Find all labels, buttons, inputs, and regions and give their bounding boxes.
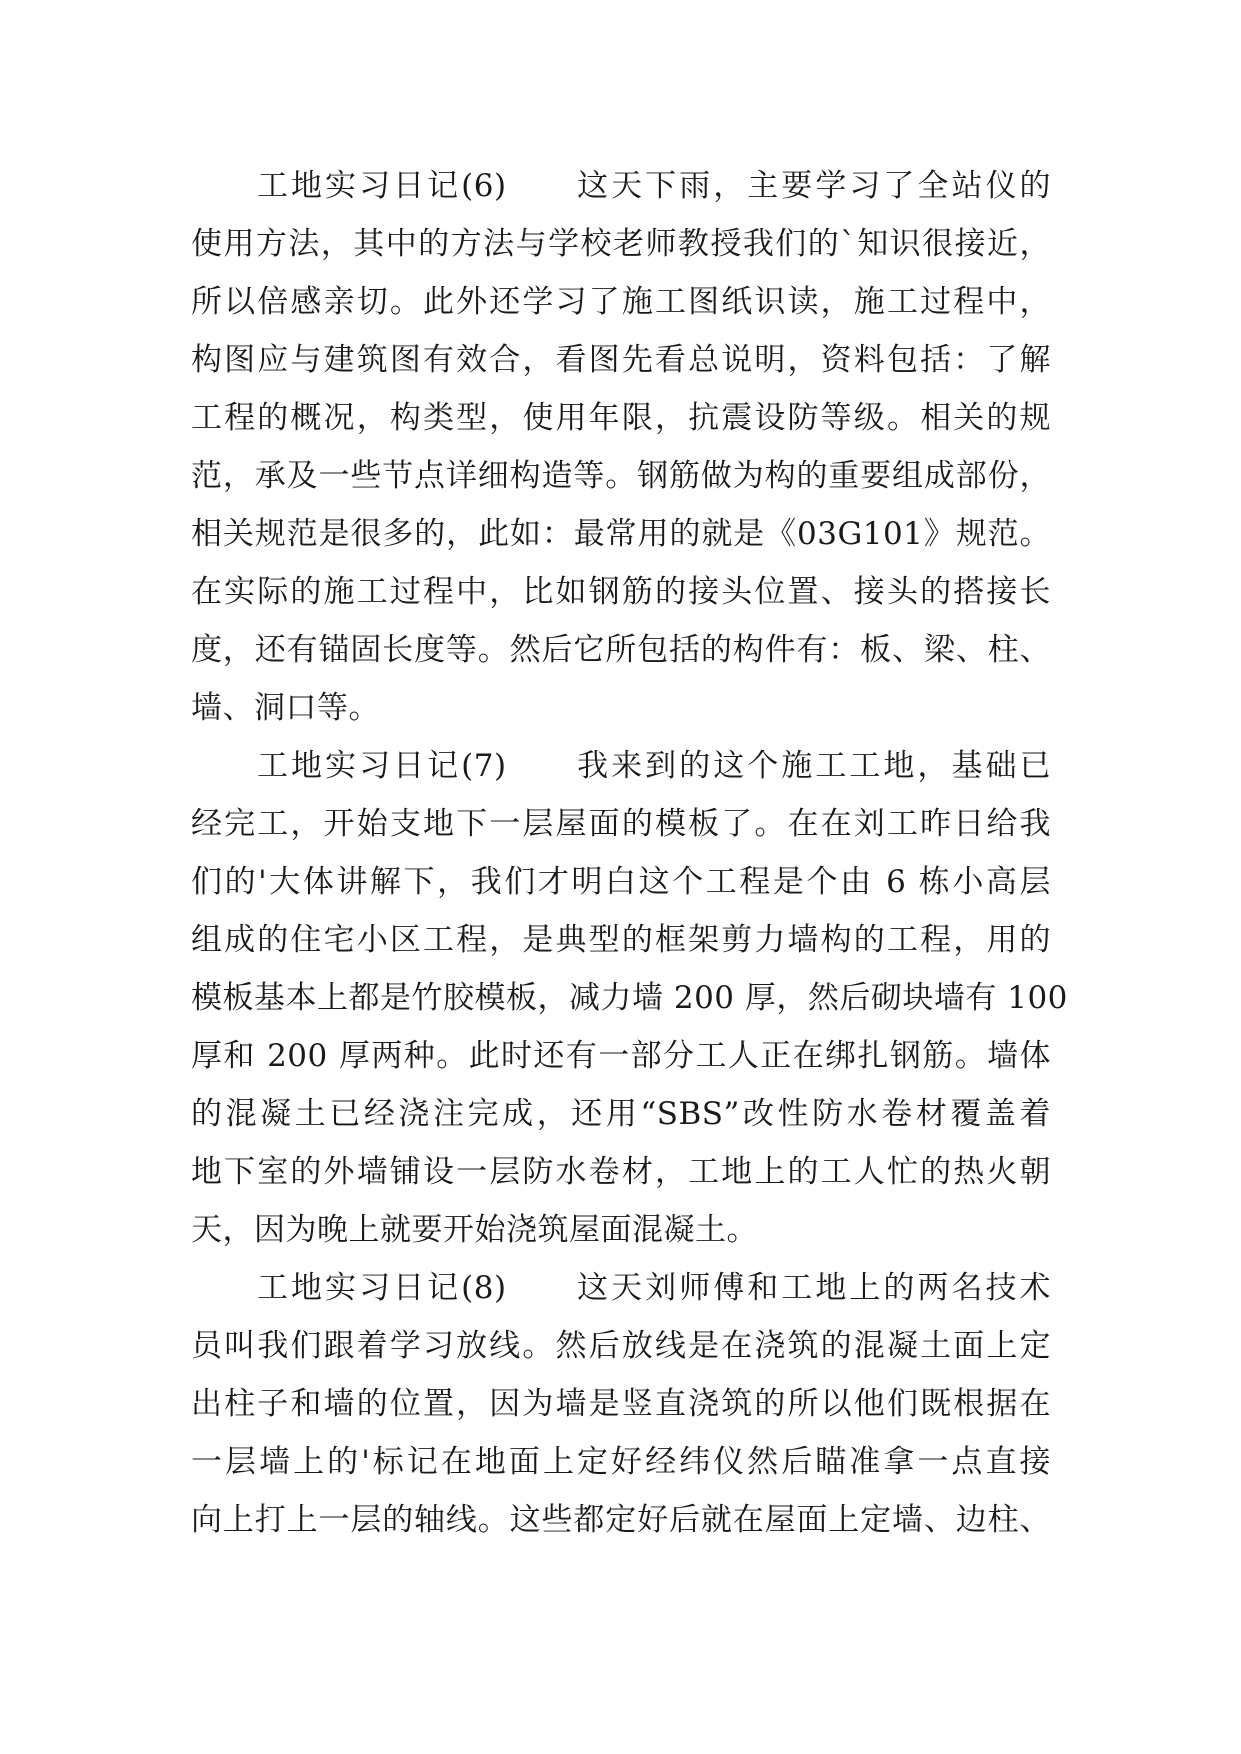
text-line: 范，承及一些节点详细构造等。钢筋做为构的重要组成部份， bbox=[191, 458, 1051, 494]
paragraph-first-line bbox=[191, 1259, 1051, 1317]
text-line: 经完工，开始支地下一层屋面的模板了。在在刘工昨日给我 bbox=[191, 806, 1051, 842]
text-line: 这天下雨，主要学习了全站仪的 bbox=[574, 168, 1051, 204]
text-line: 我来到的这个施工工地，基础已 bbox=[574, 748, 1051, 784]
text-line: 墙、洞口等。 bbox=[191, 690, 380, 726]
text-line: 向上打上一层的轴线。这些都定好后就在屋面上定墙、边柱、 bbox=[191, 1502, 1051, 1538]
text-line: 们的'大体讲解下，我们才明白这个工程是个由 6 栋小高层 bbox=[191, 864, 1051, 900]
text-line: 天，因为晚上就要开始浇筑屋面混凝土。 bbox=[191, 1212, 758, 1248]
paragraph-first-line bbox=[191, 157, 1051, 215]
text-line: 度，还有锚固长度等。然后它所包括的构件有：板、梁、柱、 bbox=[191, 632, 1051, 668]
text-line: 组成的住宅小区工程，是典型的框架剪力墙构的工程，用的 bbox=[191, 922, 1051, 958]
text-line: 构图应与建筑图有效合，看图先看总说明，资料包括：了解 bbox=[191, 342, 1051, 378]
entry-heading: 工地实习日记(8) bbox=[257, 1270, 507, 1306]
text-line: 厚和 200 厚两种。此时还有一部分工人正在绑扎钢筋。墙体 bbox=[191, 1038, 1051, 1074]
text-line: 的混凝土已经浇注完成，还用“SBS”改性防水卷材覆盖着 bbox=[191, 1096, 1051, 1132]
text-line: 员叫我们跟着学习放线。然后放线是在浇筑的混凝土面上定 bbox=[191, 1328, 1051, 1364]
text-line: 模板基本上都是竹胶模板，减力墙 200 厚，然后砌块墙有 100 bbox=[191, 980, 1068, 1016]
paragraph-first-line bbox=[191, 737, 1051, 795]
document-body bbox=[191, 157, 1068, 1549]
text-line: 工程的概况，构类型，使用年限，抗震设防等级。相关的规 bbox=[191, 400, 1051, 436]
text-line: 一层墙上的'标记在地面上定好经纬仪然后瞄准拿一点直接 bbox=[191, 1444, 1051, 1480]
text-line: 所以倍感亲切。此外还学习了施工图纸识读，施工过程中， bbox=[191, 284, 1051, 320]
text-line: 相关规范是很多的，此如：最常用的就是《03G101》规范。 bbox=[191, 516, 1051, 552]
text-line: 使用方法，其中的方法与学校老师教授我们的`知识很接近， bbox=[191, 226, 1051, 262]
text-line: 地下室的外墙铺设一层防水卷材，工地上的工人忙的热火朝 bbox=[191, 1154, 1051, 1190]
text-line: 出柱子和墙的位置，因为墙是竖直浇筑的所以他们既根据在 bbox=[191, 1386, 1051, 1422]
entry-heading: 工地实习日记(7) bbox=[257, 748, 507, 784]
text-line: 在实际的施工过程中，比如钢筋的接头位置、接头的搭接长 bbox=[191, 574, 1051, 610]
text-line: 这天刘师傅和工地上的两名技术 bbox=[574, 1270, 1051, 1306]
entry-heading: 工地实习日记(6) bbox=[257, 168, 507, 204]
